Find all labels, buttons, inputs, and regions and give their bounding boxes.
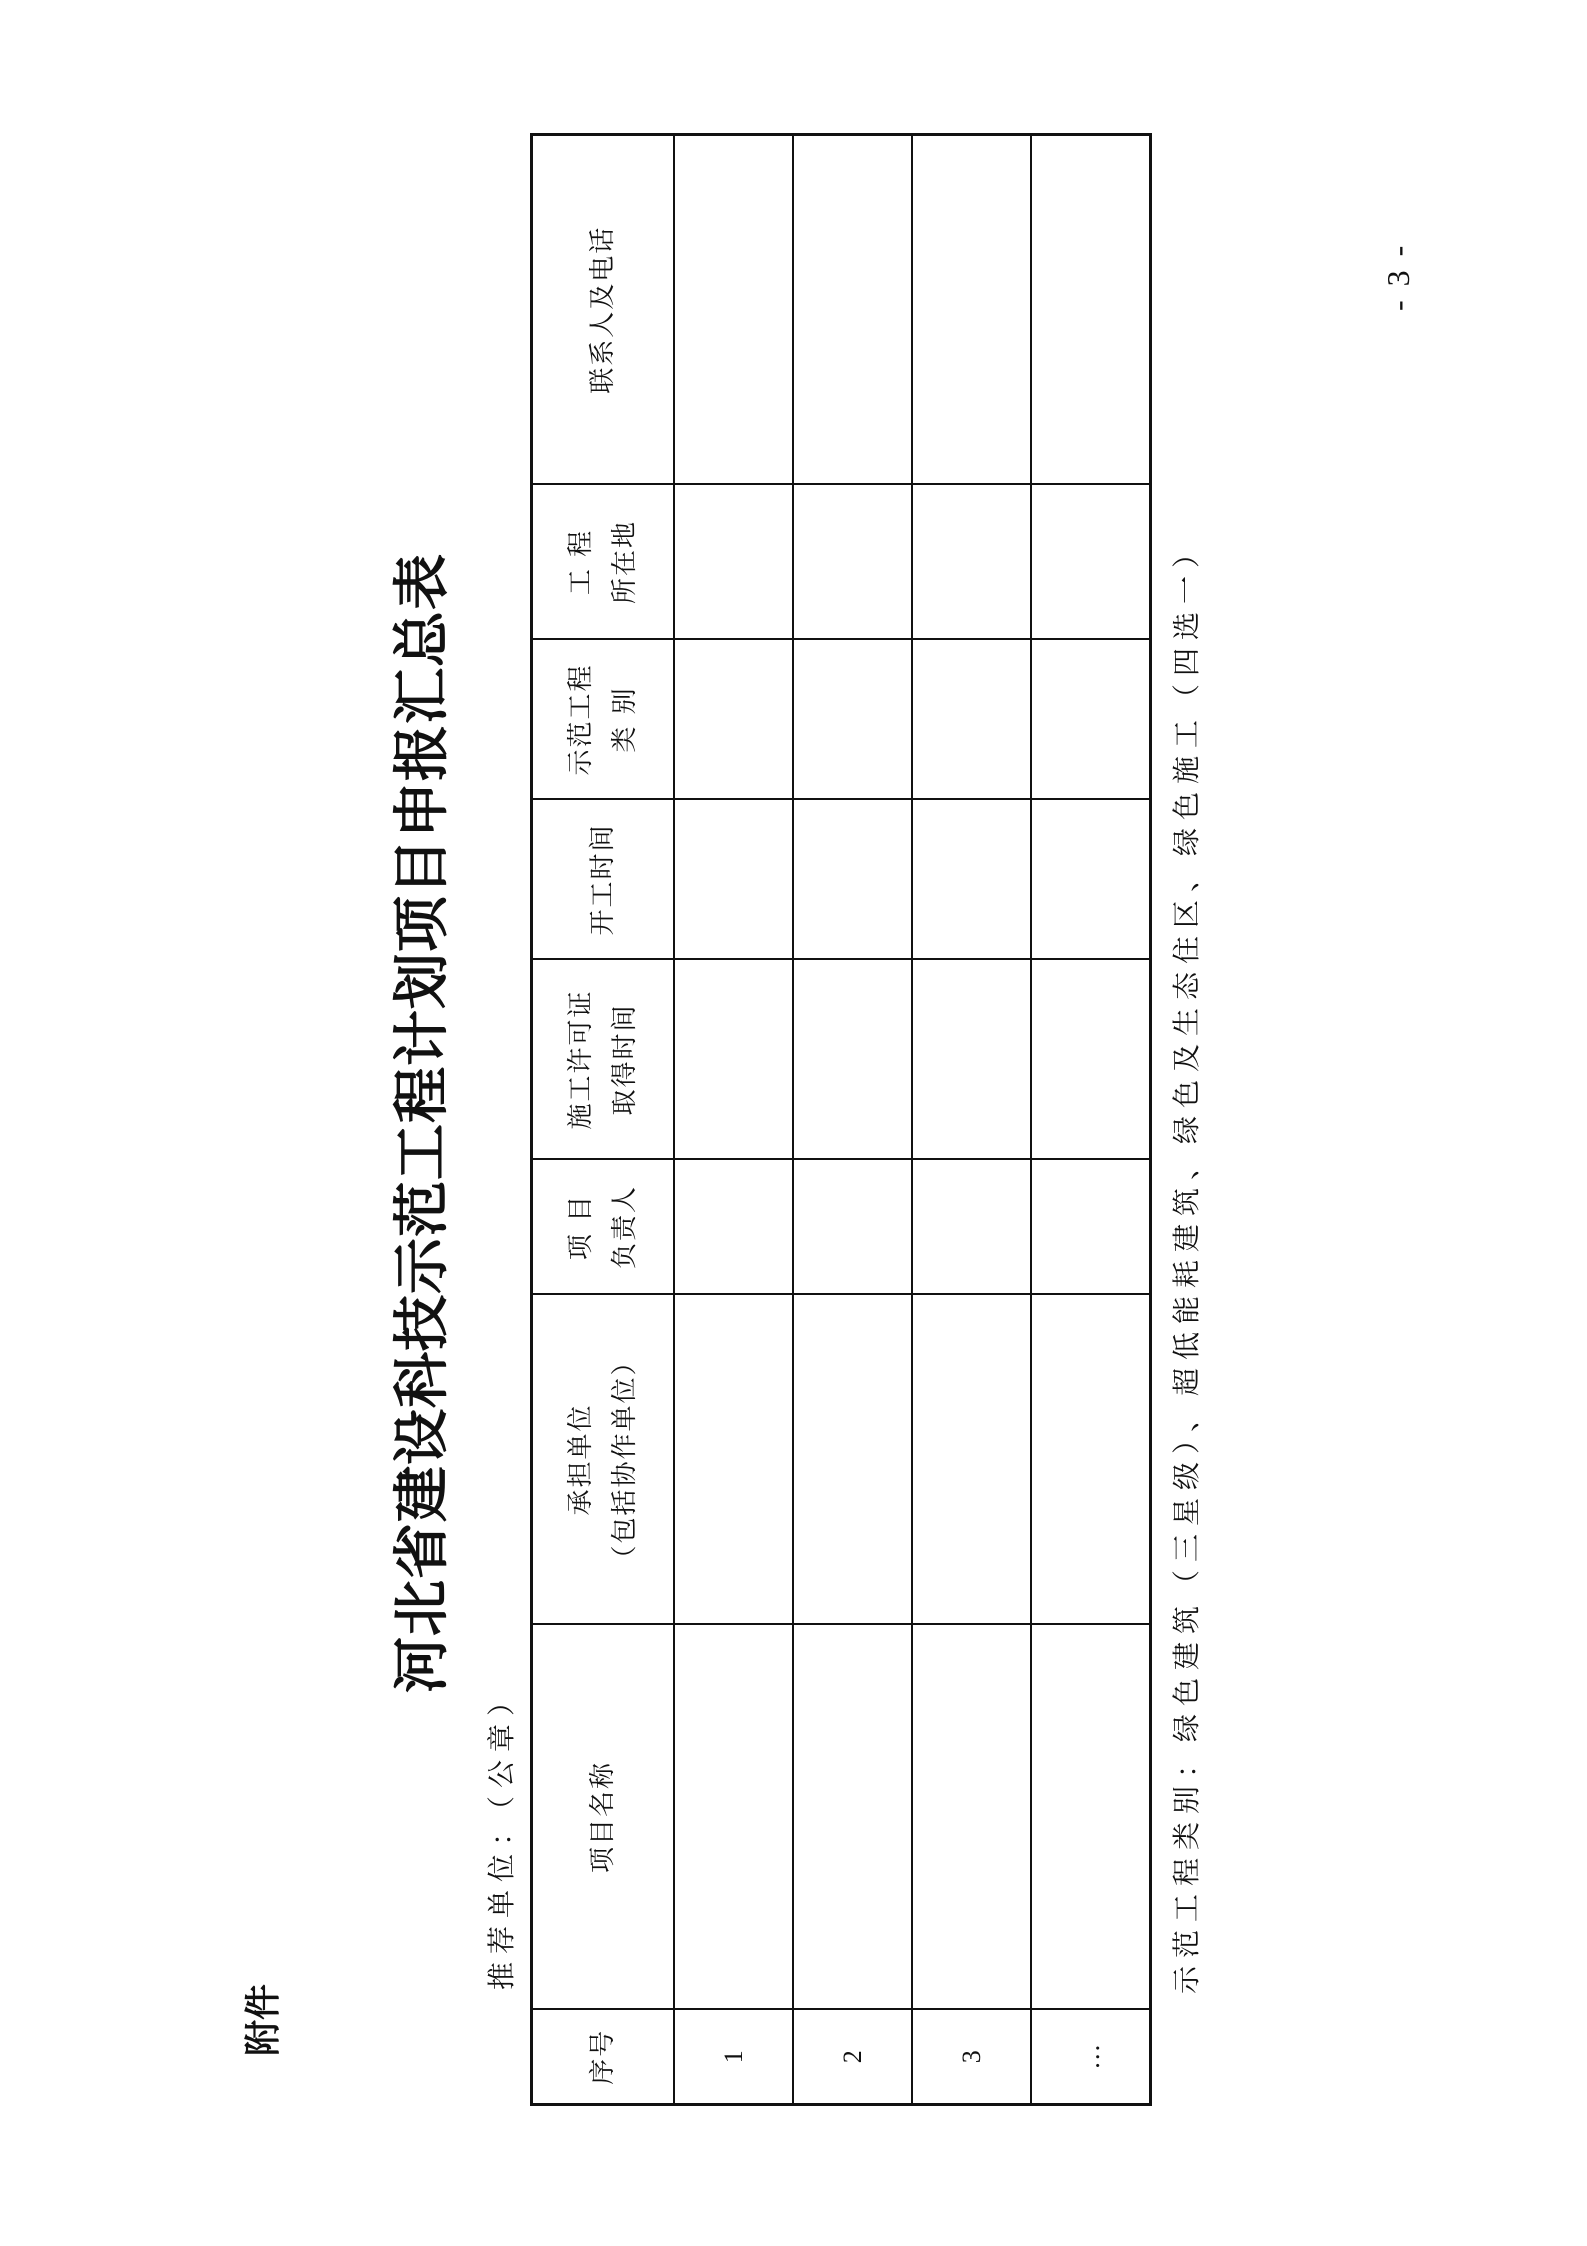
header-undertaker-line2: （包括协作单位） — [610, 1347, 640, 1572]
attachment-label: 附件 — [242, 1983, 284, 2056]
cell-undertaker[interactable] — [674, 1295, 793, 1625]
cell-project-name[interactable] — [912, 1625, 1031, 2010]
table-row — [912, 135, 1031, 2105]
header-location-line2: 所在地 — [610, 520, 640, 605]
cell-start-time[interactable] — [1031, 800, 1151, 960]
cell-permit-time[interactable] — [1031, 960, 1151, 1160]
header-start-time: 开工时间 — [532, 800, 675, 960]
cell-undertaker[interactable] — [793, 1295, 912, 1625]
cell-category[interactable] — [674, 640, 793, 800]
table-row — [1031, 135, 1151, 2105]
cell-start-time[interactable] — [793, 800, 912, 960]
cell-category[interactable] — [912, 640, 1031, 800]
header-category — [532, 640, 675, 800]
cell-start-time[interactable] — [912, 800, 1031, 960]
cell-leader[interactable] — [1031, 1160, 1151, 1295]
cell-leader[interactable] — [674, 1160, 793, 1295]
header-undertaker-line1: 承担单位 — [565, 1403, 596, 1516]
header-contact: 联系人及电话 — [532, 135, 675, 485]
header-leader-line1: 项 目 — [565, 1193, 596, 1261]
table-row — [793, 135, 912, 2105]
cell-contact[interactable] — [912, 135, 1031, 485]
summary-table — [530, 133, 1152, 2106]
cell-permit-time[interactable] — [912, 960, 1031, 1160]
cell-undertaker[interactable] — [912, 1295, 1031, 1625]
cell-category[interactable] — [793, 640, 912, 800]
cell-contact[interactable] — [793, 135, 912, 485]
table-header-row — [532, 135, 675, 2105]
cell-leader[interactable] — [912, 1160, 1031, 1295]
cell-category[interactable] — [1031, 640, 1151, 800]
header-seq: 序号 — [532, 2010, 675, 2105]
row-seq: … — [1031, 2010, 1151, 2105]
cell-contact[interactable] — [1031, 135, 1151, 485]
cell-project-name[interactable] — [1031, 1625, 1151, 2010]
header-category-line2: 类 别 — [610, 686, 640, 753]
cell-location[interactable] — [1031, 485, 1151, 640]
header-permit-line1: 施工许可证 — [565, 989, 596, 1130]
row-seq: 1 — [674, 2010, 793, 2105]
cell-location[interactable] — [674, 485, 793, 640]
page-title: 河北省建设科技示范工程计划项目申报汇总表 — [389, 553, 455, 1693]
row-seq: 3 — [912, 2010, 1031, 2105]
header-location-line1: 工 程 — [565, 528, 596, 596]
cell-undertaker[interactable] — [1031, 1295, 1151, 1625]
page-number: - 3 - — [1380, 242, 1416, 311]
cell-permit-time[interactable] — [674, 960, 793, 1160]
cell-contact[interactable] — [674, 135, 793, 485]
header-undertaker — [532, 1295, 675, 1625]
header-leader-line2: 负责人 — [610, 1185, 640, 1270]
header-location — [532, 485, 675, 640]
header-permit-line2: 取得时间 — [610, 1003, 640, 1116]
cell-leader[interactable] — [793, 1160, 912, 1295]
header-permit-time — [532, 960, 675, 1160]
cell-start-time[interactable] — [674, 800, 793, 960]
header-project-name: 项目名称 — [532, 1625, 675, 2010]
recommender-label: 推荐单位：（公章） — [485, 1679, 518, 1990]
row-seq: 2 — [793, 2010, 912, 2105]
cell-project-name[interactable] — [793, 1625, 912, 2010]
cell-location[interactable] — [912, 485, 1031, 640]
cell-permit-time[interactable] — [793, 960, 912, 1160]
cell-project-name[interactable] — [674, 1625, 793, 2010]
header-leader — [532, 1160, 675, 1295]
cell-location[interactable] — [793, 485, 912, 640]
header-category-line1: 示范工程 — [565, 663, 596, 776]
category-footnote: 示范工程类别：绿色建筑（三星级）、超低能耗建筑、绿色及生态住区、绿色施工（四选一） — [1170, 531, 1203, 1994]
table-row — [674, 135, 793, 2105]
